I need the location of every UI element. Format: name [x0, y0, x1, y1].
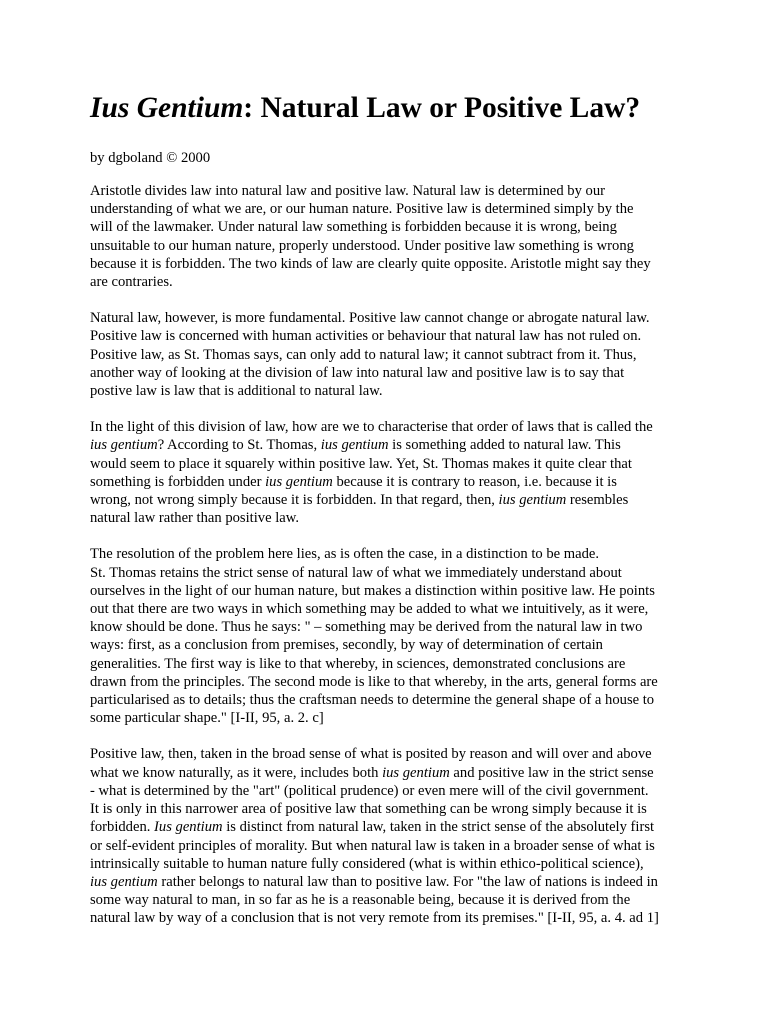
byline: by dgboland © 2000: [90, 150, 211, 166]
text-run: drawn from the principles. The second mode is like to that whereby, in the arts, general forms are: [90, 673, 658, 690]
text-run: another way of looking at the division of law into natural law and positive law is to say that: [90, 364, 625, 381]
text-line: [90, 273, 690, 291]
italic-term: ius gentium: [382, 764, 450, 781]
text-run: out that there are two ways in which something may be added to what we intuitively, as it were,: [90, 601, 649, 618]
text-run: wrong, not wrong simply because it is forbidden. In that regard, then,: [90, 492, 499, 509]
article-body: [90, 182, 690, 946]
text-run: Natural law, however, is more fundamental. Positive law cannot change or abrogate natural law.: [90, 310, 650, 327]
text-line: [90, 636, 690, 654]
text-line: [90, 509, 690, 527]
text-run: understanding of what we are, or our human nature. Positive law is determined simply by the: [90, 201, 634, 218]
italic-term: ius gentium: [90, 873, 158, 890]
text-run: because it is contrary to reason, i.e. because it is: [332, 473, 617, 490]
text-run: Positive law, as St. Thomas says, can only add to natural law; it cannot subtract from it. Thus,: [90, 346, 637, 363]
text-line: [90, 237, 690, 255]
text-run: Aristotle divides law into natural law and positive law. Natural law is determined by our: [90, 183, 605, 199]
text-line: [90, 346, 690, 364]
text-line: [90, 909, 690, 927]
text-run: something is forbidden under: [90, 473, 266, 490]
body-paragraph: [90, 309, 690, 400]
text-line: [90, 891, 690, 909]
text-line: [90, 364, 690, 382]
text-run: what we know naturally, as it were, includes both: [90, 764, 383, 781]
text-run: is something added to natural law. This: [388, 437, 621, 454]
text-line: [90, 491, 690, 509]
text-line: [90, 600, 690, 618]
text-run: In the light of this division of law, how are we to characterise that order of laws that is called the: [90, 419, 653, 436]
text-run: natural law rather than positive law.: [90, 510, 299, 527]
text-run: and positive law in the strict sense: [449, 764, 654, 781]
text-run: postive law is law that is additional to natural law.: [90, 383, 383, 400]
text-run: St. Thomas retains the strict sense of natural law of what we immediately understand about: [90, 564, 622, 581]
text-line: [90, 436, 690, 454]
text-line: [90, 782, 690, 800]
text-run: would seem to place it squarely within positive law. Yet, St. Thomas makes it quite clear that: [90, 455, 632, 472]
text-run: know should be done. Thus he says: " – something may be derived from the natural law in two: [90, 619, 643, 636]
text-run: The resolution of the problem here lies, as is often the case, in a distinction to be made.: [90, 546, 600, 563]
text-line: [90, 800, 690, 818]
text-line: [90, 200, 690, 218]
text-line: [90, 255, 690, 273]
text-run: rather belongs to natural law than to positive law. For "the law of nations is indeed in: [157, 873, 658, 890]
text-line: [90, 327, 690, 345]
title-italic-part: Ius Gentium: [90, 92, 244, 124]
text-run: Positive law, then, taken in the broad sense of what is posited by reason and will over and above: [90, 746, 652, 763]
body-paragraph: [90, 418, 690, 527]
text-line: [90, 473, 690, 491]
text-line: [90, 837, 690, 855]
text-run: is distinct from natural law, taken in the strict sense of the absolutely first: [222, 819, 655, 836]
body-paragraph: [90, 745, 690, 927]
text-run: will of the lawmaker. Under natural law something is forbidden because it is wrong, being: [90, 219, 617, 236]
text-run: ways: first, as a conclusion from premises, secondly, by way of determination of certain: [90, 637, 603, 654]
text-line: [90, 182, 690, 200]
text-run: generalities. The first way is like to that whereby, in sciences, demonstrated conclusions are: [90, 655, 626, 672]
text-line: [90, 418, 690, 436]
text-run: forbidden.: [90, 819, 155, 836]
text-line: [90, 618, 690, 636]
text-line: [90, 382, 690, 400]
italic-term: Ius gentium: [154, 819, 223, 836]
page-title: [90, 88, 680, 128]
body-paragraph: [90, 545, 690, 727]
text-line: [90, 691, 690, 709]
text-line: [90, 818, 690, 836]
text-line: [90, 709, 690, 727]
text-run: intrinsically suitable to human nature fully considered (what is within ethico-political science),: [90, 855, 644, 872]
text-run: because it is forbidden. The two kinds of law are clearly quite opposite. Aristotle might say they: [90, 255, 651, 272]
text-line: [90, 764, 690, 782]
text-run: resembles: [566, 492, 629, 509]
text-run: - what is determined by the "art" (political prudence) or even mere will of the civil government.: [90, 782, 649, 799]
text-line: [90, 873, 690, 891]
text-run: are contraries.: [90, 274, 173, 291]
text-run: or self-evident principles of morality. But when natural law is taken in a broader sense of what is: [90, 837, 655, 854]
text-line: [90, 455, 690, 473]
body-paragraph: [90, 182, 690, 291]
text-line: [90, 745, 690, 763]
text-line: [90, 545, 690, 563]
text-run: ? According to St. Thomas,: [157, 437, 321, 454]
title-rest-part: : Natural Law or Positive Law?: [243, 92, 641, 124]
italic-term: ius gentium: [90, 437, 158, 454]
italic-term: ius gentium: [498, 492, 567, 509]
text-run: some particular shape." [I-II, 95, a. 2. c]: [90, 710, 324, 727]
text-line: [90, 655, 690, 673]
text-line: [90, 673, 690, 691]
text-line: [90, 309, 690, 327]
text-line: [90, 582, 690, 600]
text-run: some way natural to man, in so far as he is a reasonable being, because it is derived from the: [90, 892, 631, 909]
text-run: It is only in this narrower area of positive law that something can be wrong simply because it is: [90, 801, 647, 818]
text-run: natural law by way of a conclusion that is not very remote from its premises." [I-II, 95, a. 4. ad 1]: [90, 910, 659, 927]
text-line: [90, 564, 690, 582]
italic-term: ius gentium: [320, 437, 389, 454]
text-line: [90, 218, 690, 236]
text-run: Positive law is concerned with human activities or behaviour that natural law has not ruled on.: [90, 328, 642, 345]
text-run: ourselves in the light of our human nature, but makes a distinction within positive law. He points: [90, 582, 655, 599]
text-run: unsuitable to our human nature, properly understood. Under positive law something is wrong: [90, 237, 634, 254]
text-line: [90, 855, 690, 873]
italic-term: ius gentium: [265, 473, 333, 490]
text-run: particularised as to details; thus the craftsman needs to determine the general shape of a house to: [90, 692, 655, 709]
